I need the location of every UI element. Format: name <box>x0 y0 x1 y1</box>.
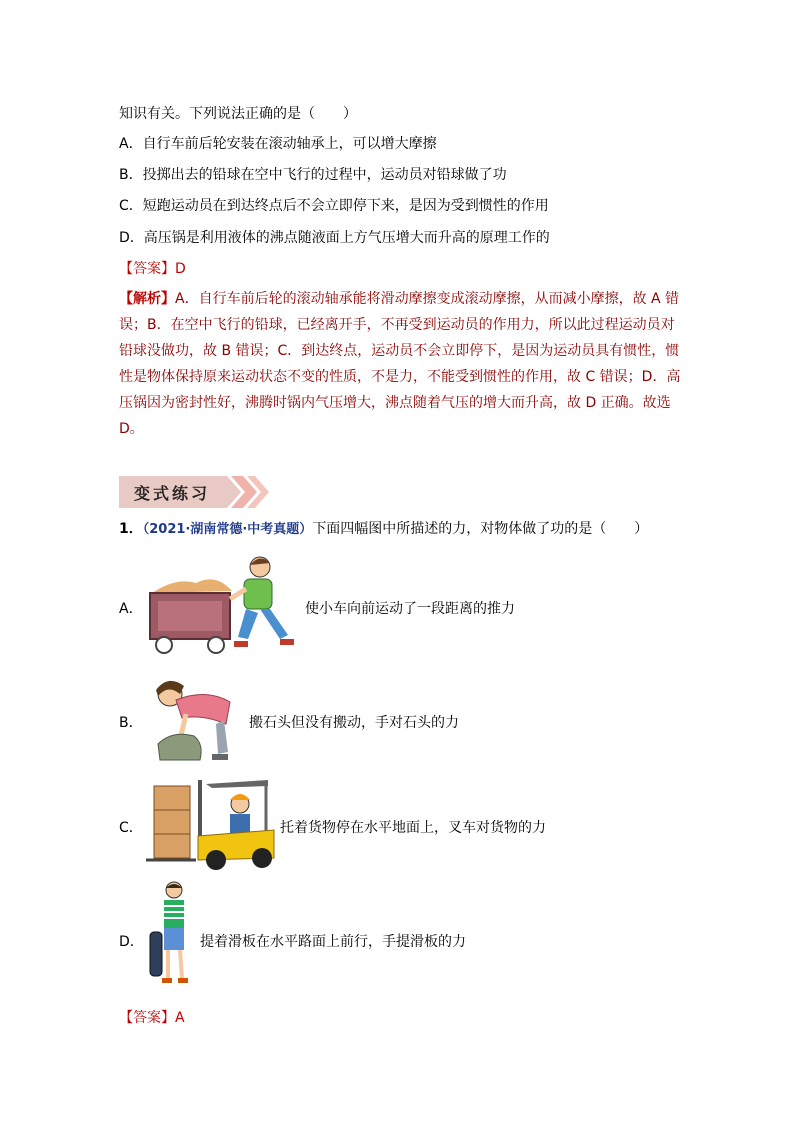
answer-line <box>119 259 186 279</box>
exercise-option-d-label: D． <box>119 934 144 950</box>
analysis-line: 误；B．在空中飞行的铅球，已经离开手，不再受到运动员的作用力，所以此过程运动员对 <box>119 317 675 333</box>
exercise-option-b-label: B． <box>119 715 143 731</box>
answer-tag: 【答案】 <box>119 261 175 277</box>
exercise-number: 1． <box>119 521 143 537</box>
exercise-stem <box>119 519 648 540</box>
forklift-with-boxes-image <box>146 776 276 872</box>
boy-pushing-cart-image <box>146 553 302 657</box>
option-c: C．短跑运动员在到达终点后不会立即停下来，是因为受到惯性的作用 <box>119 198 549 214</box>
analysis-line: 【解析】A．自行车前后轮的滚动轴承能将滑动摩擦变成滚动摩擦，从而减小摩擦，故 A 错 <box>119 291 680 307</box>
analysis-line: 压锅因为密封性好，沸腾时锅内气压增大，沸点随着气压的增大而升高，故 D 正确。故选 <box>119 395 671 411</box>
answer-value: D <box>175 261 186 277</box>
exercise-option-c-text: 托着货物停在水平地面上，叉车对货物的力 <box>280 820 546 836</box>
analysis-tag: 【解析】 <box>119 291 175 307</box>
analysis-line: D。 <box>119 421 144 437</box>
option-b: B．投掷出去的铅球在空中飞行的过程中，运动员对铅球做了功 <box>119 167 507 183</box>
woman-lifting-stone-image <box>146 674 246 766</box>
question-stem-tail: 知识有关。下列说法正确的是（ ） <box>119 106 357 122</box>
analysis-line: 铅球没做功，故 B 错误；C．到达终点，运动员不会立即停下，是因为运动员具有惯性，惯 <box>119 343 680 359</box>
boy-carrying-skateboard-image <box>146 880 198 990</box>
exercise-option-b-text: 搬石头但没有搬动，手对石头的力 <box>249 715 459 731</box>
analysis-line: 性是物体保持原来运动状态不变的性质，不是力，不能受到惯性的作用，故 C 错误；D．高 <box>119 369 681 385</box>
option-d: D．高压锅是利用液体的沸点随液面上方气压增大而升高的原理工作的 <box>119 230 550 246</box>
exercise-option-c-label: C． <box>119 820 143 836</box>
exercise-option-a-label: A． <box>119 601 143 617</box>
option-a: A．自行车前后轮安装在滚动轴承上，可以增大摩擦 <box>119 136 437 152</box>
exercise-option-a-text: 使小车向前运动了一段距离的推力 <box>305 601 515 617</box>
exercise-source: （2021·湖南常德·中考真题） <box>142 522 313 537</box>
exercise-option-d-text: 提着滑板在水平路面上前行，手提滑板的力 <box>200 934 466 950</box>
exercise-answer-tag: 【答案】 <box>119 1010 175 1026</box>
section-title: 变式练习 <box>134 484 211 503</box>
exercise-answer-line <box>119 1008 185 1028</box>
exercise-question: 下面四幅图中所描述的力，对物体做了功的是（ ） <box>312 521 649 537</box>
exercise-answer-value: A <box>175 1010 185 1026</box>
analysis-block <box>119 286 681 442</box>
